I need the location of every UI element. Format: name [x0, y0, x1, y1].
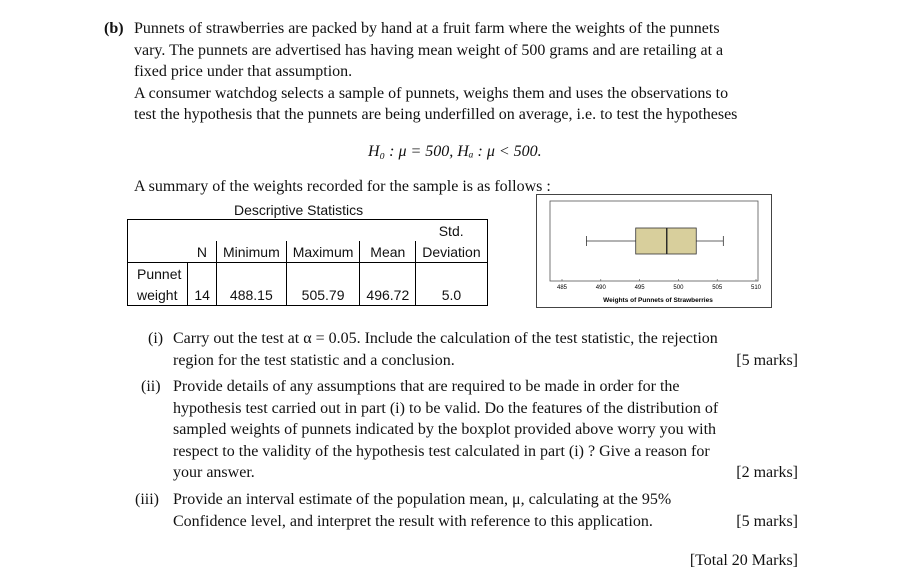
data-cell-n: 14 [188, 284, 217, 306]
question-ii [141, 376, 798, 484]
total-marks: [Total 20 Marks] [689, 552, 798, 569]
data-cell-max: 505.79 [286, 284, 360, 306]
question-line: Provide details of any assumptions that are required to be made in order for the [173, 378, 680, 395]
question-i [148, 328, 798, 371]
part-b-intro [134, 18, 814, 126]
data-cell [416, 263, 487, 285]
question-line: region for the test statistic and a conclusion. [173, 351, 455, 369]
data-cell-mean: 496.72 [360, 284, 416, 306]
header-cell [128, 220, 188, 242]
data-cell [216, 263, 286, 285]
boxplot-tick-label: 485 [556, 285, 568, 291]
intro-line: Punnets of strawberries are packed by hand at a fruit farm where the weights of the punnets [134, 20, 720, 37]
boxplot-tick-label: 495 [634, 285, 645, 291]
header-cell-min: Minimum [216, 241, 286, 263]
question-text [173, 489, 798, 532]
stats-table-title: Descriptive Statistics [234, 202, 364, 218]
boxplot-tick-label: 490 [595, 285, 606, 291]
row-label-top: Punnet [128, 263, 188, 285]
header-cell [128, 241, 188, 263]
question-text [173, 328, 798, 371]
data-cell [188, 263, 217, 285]
boxplot-tick-label: 505 [712, 285, 723, 291]
header-cell [188, 220, 217, 242]
header-cell-mean: Mean [360, 241, 416, 263]
data-cell [360, 263, 416, 285]
row-label: weight [128, 284, 188, 306]
question-label: (ii) [141, 378, 161, 395]
data-cell-min: 488.15 [216, 284, 286, 306]
header-cell-max: Maximum [286, 241, 360, 263]
marks: [5 marks] [736, 351, 798, 369]
intro-line: A consumer watchdog selects a sample of punnets, weighs them and uses the observations to [134, 84, 729, 102]
data-cell-sd: 5.0 [416, 284, 487, 306]
boxplot-tick-label: 500 [673, 285, 684, 291]
marks: [5 marks] [736, 512, 798, 530]
question-label: (i) [148, 330, 164, 347]
marks: [2 marks] [736, 464, 798, 481]
intro-line: vary. The punnets are advertised has having mean weight of 500 grams and are retailing at a [134, 41, 724, 59]
hypotheses: H₀ : μ = 500, Hₐ : μ < 500. [368, 143, 542, 160]
boxplot-frame [536, 194, 772, 308]
question-label: (iii) [135, 491, 159, 508]
question-line: Carry out the test at α = 0.05. Include the calculation of the test statistic, the rejection [173, 330, 718, 347]
intro-line: fixed price under that assumption. [134, 63, 353, 80]
question-line: respect to the validity of the hypothesis test calculated in part (i) ? Give a reason for [173, 442, 710, 460]
summary-intro: A summary of the weights recorded for the sample is as follows : [134, 178, 551, 195]
boxplot-tick-label: 510 [750, 285, 762, 291]
question-line: sampled weights of punnets indicated by the boxplot provided above worry you with [173, 421, 717, 438]
question-line: your answer. [173, 464, 255, 481]
question-line: hypothesis test carried out in part (i) to be valid. Do the features of the distribution of [173, 399, 719, 417]
header-cell-std: Std. [416, 220, 487, 242]
question-line: Confidence level, and interpret the result with reference to this application. [173, 512, 653, 530]
boxplot-xlabel: Weights of Punnets of Strawberries [603, 297, 713, 304]
header-cell [360, 220, 416, 242]
header-cell-sd: Deviation [416, 241, 487, 263]
question-line: Provide an interval estimate of the population mean, μ, calculating at the 95% [173, 491, 672, 508]
header-cell [216, 220, 286, 242]
part-b-label: (b) [104, 20, 124, 37]
stats-table-wrap [127, 219, 488, 306]
intro-line: test the hypothesis that the punnets are being underfilled on average, i.e. to test the hypotheses [134, 106, 738, 123]
header-cell-n: N [188, 241, 217, 263]
data-cell [286, 263, 360, 285]
boxplot-plot [586, 228, 723, 254]
question-iii [135, 489, 798, 532]
header-cell [286, 220, 360, 242]
question-text [173, 376, 798, 484]
stats-table [127, 219, 488, 306]
boxplot-box [636, 228, 697, 254]
boxplot-svg [537, 195, 771, 307]
